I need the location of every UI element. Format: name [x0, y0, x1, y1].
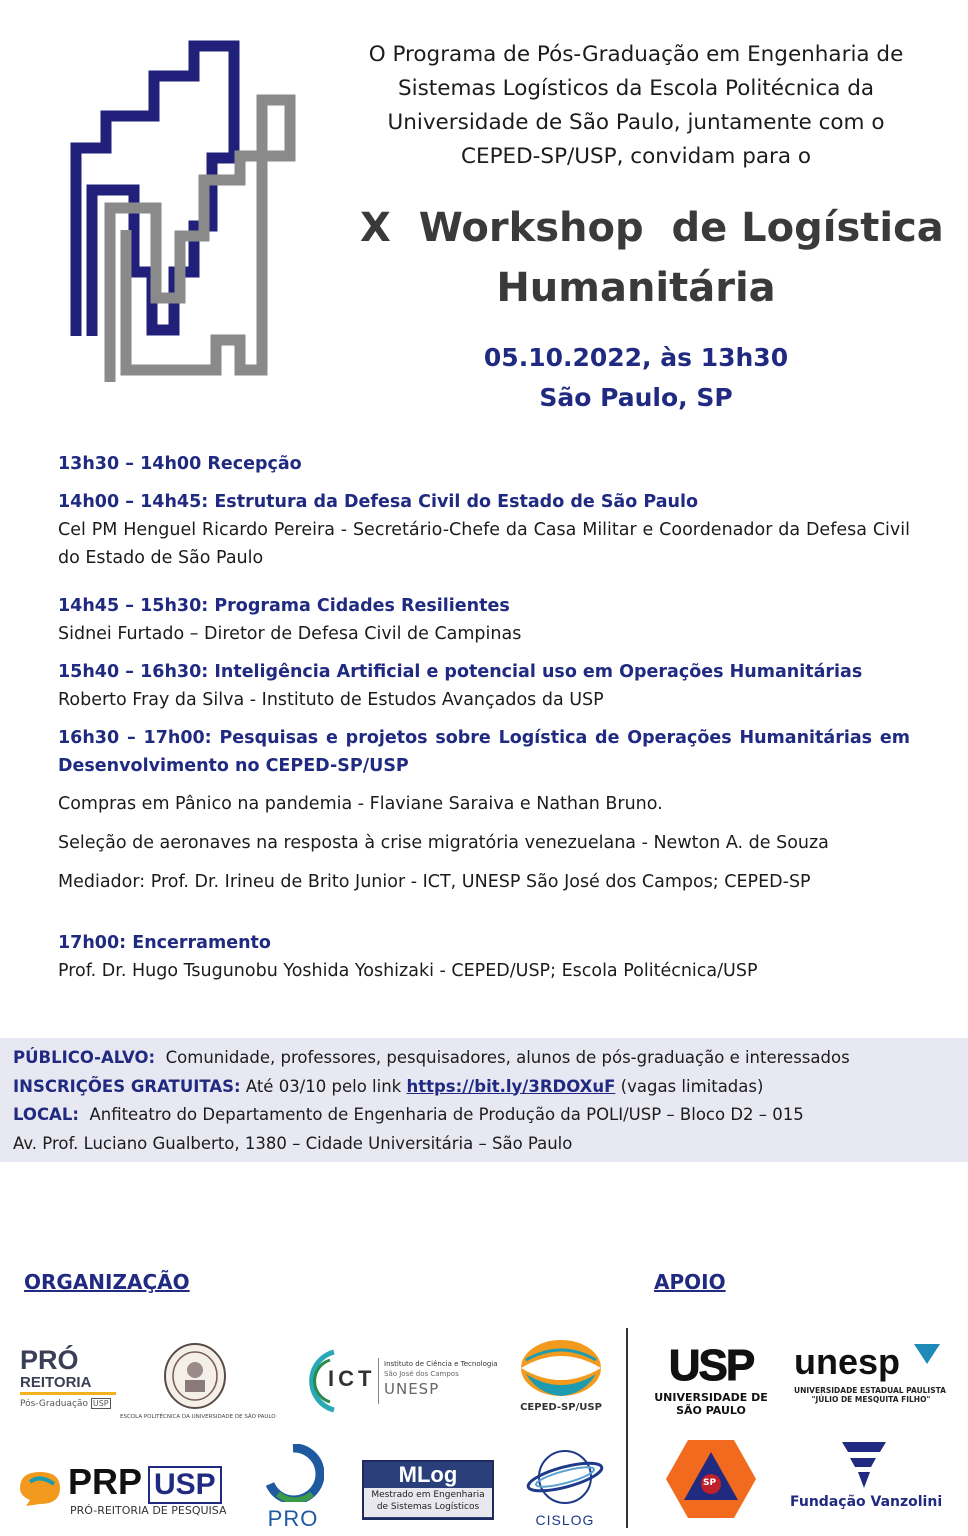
mlog-line2: de Sistemas Logísticos	[376, 1502, 480, 1512]
mlog-line1: Mestrado em Engenharia	[371, 1490, 485, 1500]
pro-ring-icon	[262, 1444, 324, 1502]
program-item-detail: Roberto Fray da Silva - Instituto de Estudos Avançados da USP	[58, 690, 604, 710]
defesa-civil-logo	[664, 1438, 758, 1520]
program-item	[58, 592, 910, 648]
usp-mini-mark: USP	[92, 1399, 109, 1408]
research-item: Mediador: Prof. Dr. Irineu de Brito Junior - ICT, UNESP São José dos Campos; CEPED-SP	[58, 872, 811, 892]
program-item-title: 17h00: Encerramento	[58, 933, 271, 953]
vanzolini-caption: Fundação Vanzolini	[790, 1494, 943, 1510]
poli-seal-icon	[120, 1340, 270, 1410]
program-item-title: 15h40 – 16h30: Inteligência Artificial e potencial uso em Operações Humanitárias	[58, 662, 863, 682]
ict-letters: ICT	[328, 1366, 376, 1391]
registration-link[interactable]: https://bit.ly/3RDOXuF	[406, 1076, 616, 1096]
usp-line1: UNIVERSIDADE DE	[654, 1391, 768, 1404]
unesp-mark-icon	[912, 1342, 942, 1366]
program-item	[58, 450, 910, 478]
poli-caption: ESCOLA POLITÉCNICA DA UNIVERSIDADE DE SÃO PAULO	[120, 1414, 276, 1420]
ceped-logo	[514, 1336, 608, 1416]
footer-divider	[626, 1328, 628, 1528]
research-item: Compras em Pânico na pandemia - Flaviane Saraiva e Nathan Bruno.	[58, 794, 663, 814]
mlog-logo	[362, 1460, 494, 1520]
info-publico	[13, 1044, 850, 1073]
program-item-title: 13h30 – 14h00 Recepção	[58, 454, 302, 474]
cislog-logo	[524, 1446, 606, 1530]
ict-unesp: UNESP	[384, 1380, 440, 1398]
prp-usp-mark: USP	[148, 1466, 222, 1504]
program-schedule	[58, 450, 910, 985]
usp-word: USP	[668, 1341, 754, 1390]
reitoria-word: REITORIA	[20, 1374, 116, 1395]
vanzolini-v-icon	[836, 1440, 890, 1490]
local-value: Anfiteatro do Departamento de Engenharia de Produção da POLI/USP – Bloco D2 – 015	[89, 1105, 804, 1124]
ict-logo	[300, 1346, 496, 1416]
unesp-logo	[794, 1340, 948, 1416]
info-local	[13, 1101, 850, 1130]
prp-caption: PRÓ-REITORIA DE PESQUISA	[70, 1504, 227, 1517]
pos-graduacao-text: Pós-Graduação	[20, 1399, 88, 1409]
usp-logo	[652, 1341, 770, 1420]
program-item-title: 16h30 – 17h00: Pesquisas e projetos sobre Logística de Operações Humanitárias em Desenvolvimento no CEPED-SP/USP	[58, 728, 910, 776]
program-item	[58, 488, 910, 572]
defesa-sp-mark: SP	[703, 1478, 717, 1488]
info-address: Av. Prof. Luciano Gualberto, 1380 – Cidade Universitária – São Paulo	[13, 1133, 573, 1153]
mlog-word: MLog	[398, 1462, 458, 1487]
info-box	[0, 1038, 968, 1162]
pro-reitoria-logo	[20, 1346, 116, 1422]
inscricoes-pre: Até 03/10 pelo link	[245, 1076, 402, 1096]
poli-logo	[120, 1340, 276, 1422]
program-item-detail: Sidnei Furtado – Diretor de Defesa Civil de Campinas	[58, 624, 522, 644]
prp-bubble-icon	[16, 1468, 66, 1508]
ceped-globe-icon	[514, 1336, 608, 1398]
prp-logo	[16, 1462, 236, 1522]
local-label: LOCAL:	[13, 1105, 79, 1124]
ict-line2: São José dos Campos	[384, 1370, 459, 1378]
vanzolini-logo	[784, 1440, 944, 1520]
cislog-word: CISLOG	[535, 1512, 595, 1528]
unesp-line2: "JÚLIO DE MESQUITA FILHO"	[811, 1395, 931, 1404]
info-inscricoes	[13, 1073, 850, 1102]
event-date-block	[360, 338, 912, 418]
ict-line1: Instituto de Ciência e Tecnologia	[384, 1360, 498, 1368]
cislog-globe-icon	[524, 1446, 606, 1508]
program-item-detail: Prof. Dr. Hugo Tsugunobu Yoshida Yoshizaki - CEPED/USP; Escola Politécnica/USP	[58, 961, 758, 981]
program-item	[58, 658, 910, 714]
program-logo	[64, 40, 304, 400]
event-date: 05.10.2022, às 13h30	[483, 343, 789, 372]
pro-logo	[262, 1444, 324, 1531]
event-title-line2: Humanitária	[496, 265, 776, 311]
program-item-title: 14h00 – 14h45: Estrutura da Defesa Civil do Estado de São Paulo	[58, 492, 698, 512]
prp-word: PRP	[68, 1461, 143, 1502]
publico-label: PÚBLICO-ALVO:	[13, 1048, 156, 1067]
publico-value: Comunidade, professores, pesquisadores, alunos de pós-graduação e interessados	[165, 1048, 850, 1067]
unesp-line1: UNIVERSIDADE ESTADUAL PAULISTA	[794, 1386, 946, 1395]
inscricoes-post: (vagas limitadas)	[620, 1076, 764, 1096]
program-item	[58, 724, 910, 780]
pro-reitoria-word: PRÓ	[20, 1345, 79, 1375]
inscricoes-label: INSCRIÇÕES GRATUITAS:	[13, 1076, 241, 1096]
research-item: Seleção de aeronaves na resposta à crise migratória venezuelana - Newton A. de Souza	[58, 833, 829, 853]
ceped-caption: CEPED-SP/USP	[520, 1402, 602, 1413]
usp-line2: SÃO PAULO	[676, 1404, 746, 1417]
intro-text: O Programa de Pós-Graduação em Engenharia de Sistemas Logísticos da Escola Politécnica da Universidade de São Paulo, juntamente com o CEPED-SP/USP, convidam para o	[368, 42, 904, 169]
pro-word: PRO	[267, 1506, 319, 1531]
event-title	[360, 198, 944, 318]
program-item	[58, 929, 910, 985]
program-item-detail: Cel PM Henguel Ricardo Pereira - Secretário-Chefe da Casa Militar e Coordenador da Defesa Civil do Estado de São Paulo	[58, 520, 910, 568]
apoio-heading: APOIO	[654, 1270, 726, 1294]
program-item-title: 14h45 – 15h30: Programa Cidades Resilientes	[58, 596, 510, 616]
unesp-word: unesp	[794, 1341, 901, 1382]
event-place: São Paulo, SP	[539, 383, 733, 412]
event-title-line1: X Workshop de Logística	[360, 205, 944, 251]
organizacao-heading: ORGANIZAÇÃO	[24, 1270, 190, 1294]
